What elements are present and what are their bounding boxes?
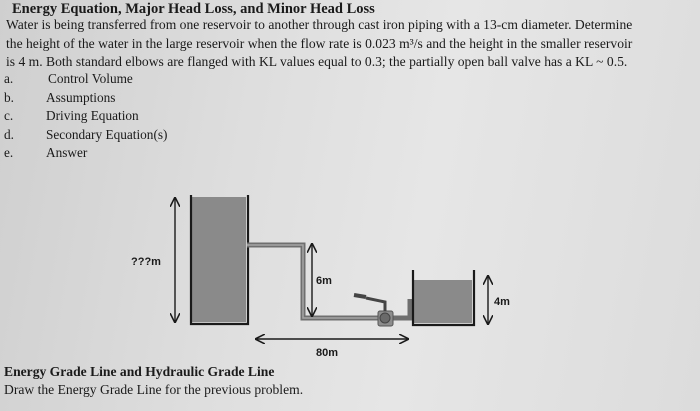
list-letter: b. [4, 89, 14, 105]
list-letter: d. [4, 126, 14, 142]
large-reservoir-water [192, 197, 246, 322]
length-label: 80m [316, 347, 339, 359]
list-label: Secondary Equation(s) [46, 126, 168, 142]
page-title: Energy Equation, Major Head Loss, and Minor Head Loss [12, 1, 375, 17]
pipe [247, 245, 379, 318]
list-label: Assumptions [46, 89, 116, 105]
list-letter: e. [4, 145, 14, 161]
problem-line: the height of the water in the large reservoir when the flow rate is 0.023 m³/s and the height in the smaller reservoir [6, 35, 633, 51]
list-label: Driving Equation [46, 108, 139, 124]
drop-label: 6m [316, 275, 332, 287]
ball-valve [354, 295, 393, 326]
pipe [392, 299, 410, 318]
list-letter: a. [4, 71, 14, 86]
egl-heading: Energy Grade Line and Hydraulic Grade Line [4, 364, 275, 379]
list-letter: c. [4, 108, 14, 124]
small-height-label: 4m [494, 296, 510, 308]
list-label: Answer [46, 145, 88, 161]
problem-line: is 4 m. Both standard elbows are flanged with KL values equal to 0.3; the partially open ball valve has a KL ~ 0.5. [6, 54, 628, 69]
egl-instruction: Draw the Energy Grade Line for the previous problem. [4, 382, 304, 397]
large-height-label: ???m [131, 256, 161, 268]
small-reservoir-water [414, 280, 472, 323]
list-label: Control Volume [48, 71, 133, 86]
pipe-highlight [247, 245, 379, 318]
problem-line: Water is being transferred from one reservoir to another through cast iron piping with a 13-cm diameter. Determine [6, 17, 633, 32]
